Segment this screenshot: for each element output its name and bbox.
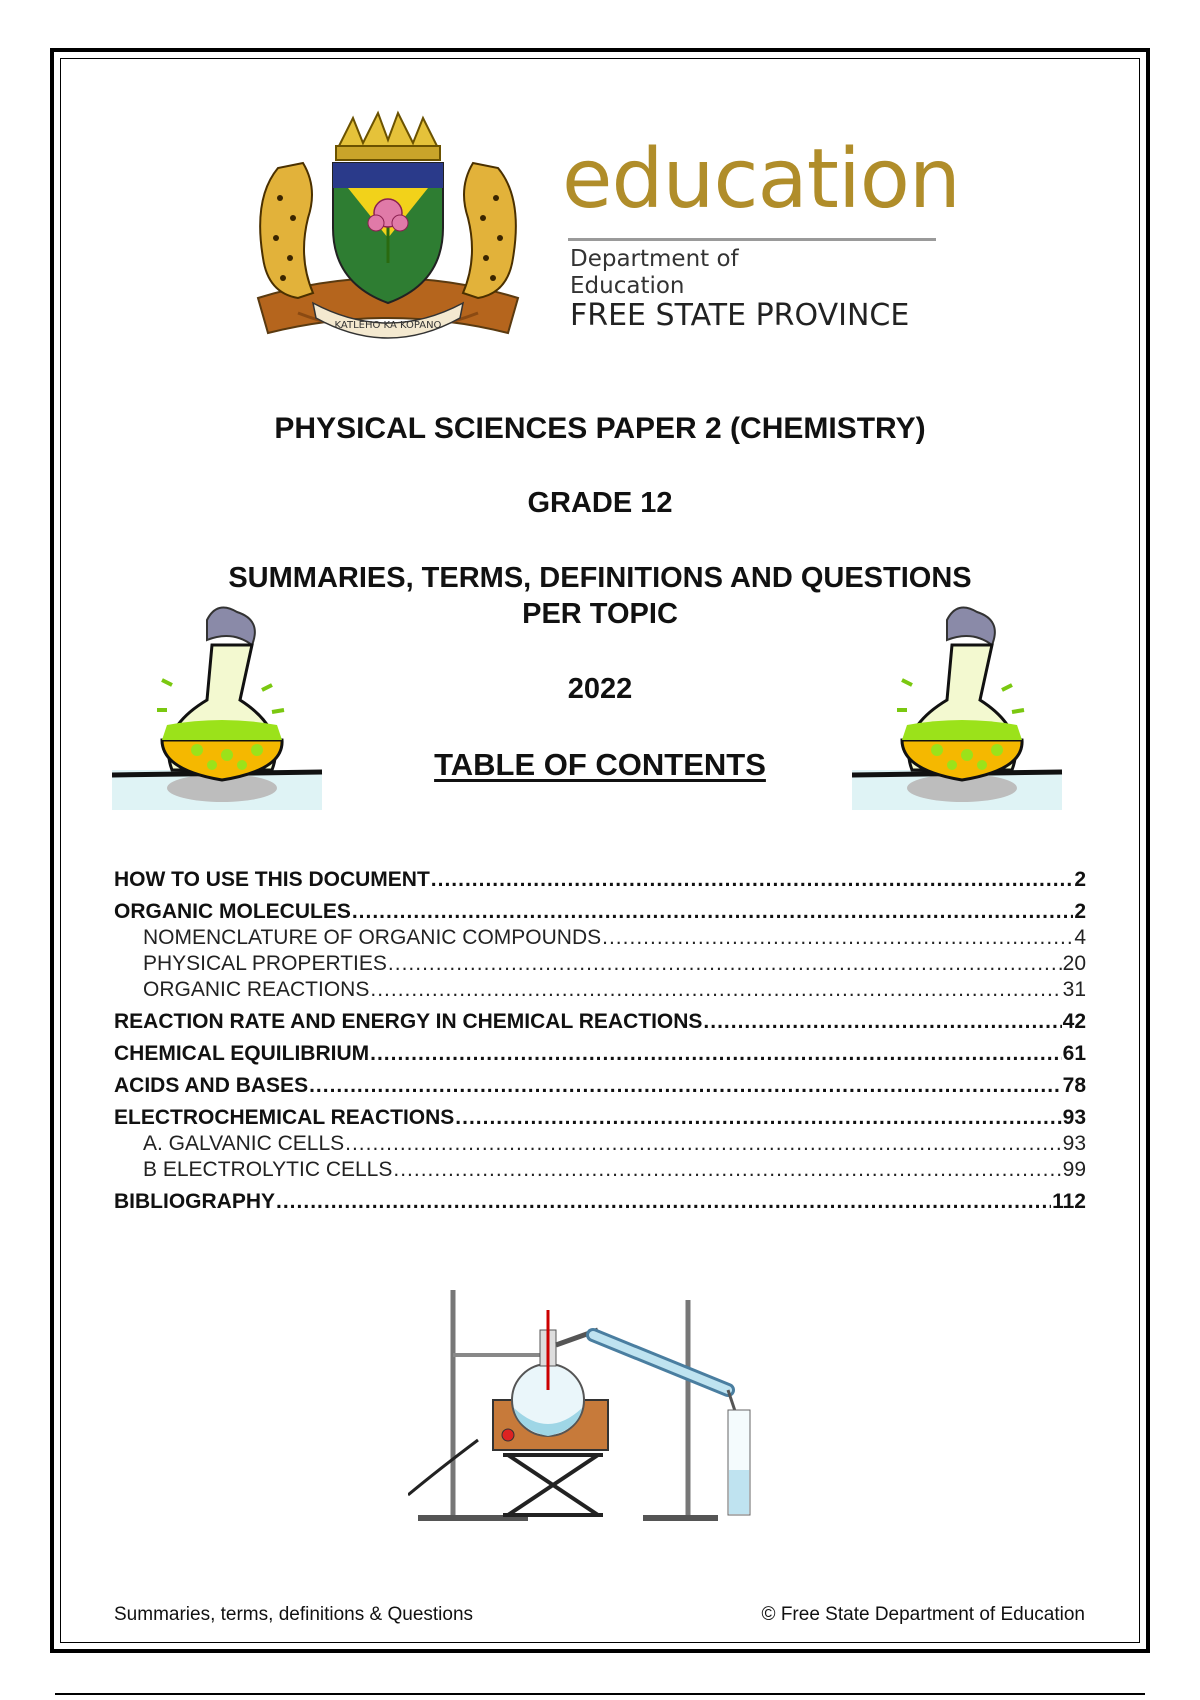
toc-leader-dots — [345, 1132, 1062, 1156]
logo-divider — [568, 238, 936, 241]
toc-subentry[interactable] — [114, 1130, 1086, 1156]
toc-entry-page: 93 — [1062, 1106, 1086, 1129]
toc-leader-dots — [455, 1106, 1061, 1130]
flask-icon — [112, 600, 332, 810]
department-line-2: Education — [570, 273, 685, 299]
toc-entry[interactable] — [114, 1098, 1086, 1130]
toc-subentry[interactable] — [114, 924, 1086, 950]
toc-entry-label: ORGANIC REACTIONS — [143, 978, 370, 1001]
toc-leader-dots — [703, 1010, 1061, 1034]
toc-entry-page: 112 — [1052, 1190, 1086, 1213]
toc-entry-page: 4 — [1074, 926, 1086, 949]
toc-entry-page: 42 — [1062, 1010, 1086, 1033]
page-bottom-rule — [55, 1693, 1145, 1695]
toc-entry-label: REACTION RATE AND ENERGY IN CHEMICAL REACTIONS — [114, 1010, 703, 1033]
logo-wordmark: education — [562, 132, 960, 227]
toc-leader-dots — [393, 1158, 1061, 1182]
toc-entry-page: 2 — [1074, 868, 1086, 891]
toc-entry-label: A. GALVANIC CELLS — [143, 1132, 345, 1155]
toc-entry[interactable] — [114, 892, 1086, 924]
toc-heading: TABLE OF CONTENTS — [434, 747, 766, 782]
toc-leader-dots — [370, 1042, 1062, 1066]
toc-subentry[interactable] — [114, 976, 1086, 1002]
subtitle-line-1: SUMMARIES, TERMS, DEFINITIONS AND QUESTIONS — [228, 562, 972, 594]
coat-of-arms-icon — [238, 108, 538, 368]
department-line-1: Department of — [570, 246, 739, 272]
toc-subentry[interactable] — [114, 1156, 1086, 1182]
toc-entry-page: 20 — [1062, 952, 1086, 975]
year-label: 2022 — [567, 673, 633, 705]
grade-label: GRADE 12 — [527, 487, 673, 519]
toc-leader-dots — [388, 952, 1062, 976]
toc-entry-label: CHEMICAL EQUILIBRIUM — [114, 1042, 370, 1065]
toc-leader-dots — [431, 868, 1074, 892]
toc-leader-dots — [370, 978, 1061, 1002]
svg-text:KATLEHO KA KOPANO: KATLEHO KA KOPANO — [334, 320, 442, 331]
toc-entry-page: 2 — [1074, 900, 1086, 923]
toc-entry-label: PHYSICAL PROPERTIES — [143, 952, 387, 975]
toc-leader-dots — [352, 900, 1073, 924]
toc-entry[interactable] — [114, 1182, 1086, 1214]
toc-entry[interactable] — [114, 1034, 1086, 1066]
department-name — [570, 246, 739, 300]
toc-entry-label: B ELECTROLYTIC CELLS — [143, 1158, 393, 1181]
toc-leader-dots — [602, 926, 1073, 950]
toc-entry-page: 31 — [1062, 978, 1086, 1001]
document-title: PHYSICAL SCIENCES PAPER 2 (CHEMISTRY) — [274, 412, 926, 445]
distillation-apparatus-icon — [408, 1290, 788, 1530]
toc-entry[interactable] — [114, 1002, 1086, 1034]
table-of-contents — [114, 860, 1086, 1214]
toc-subentry[interactable] — [114, 950, 1086, 976]
toc-entry-page: 93 — [1062, 1132, 1086, 1155]
toc-entry-page: 61 — [1062, 1042, 1086, 1065]
subtitle-line-2: PER TOPIC — [522, 598, 678, 630]
toc-entry-label: ACIDS AND BASES — [114, 1074, 309, 1097]
footer-left: Summaries, terms, definitions & Questions — [114, 1604, 474, 1625]
toc-entry-label: ORGANIC MOLECULES — [114, 900, 351, 923]
toc-entry-label: HOW TO USE THIS DOCUMENT — [114, 868, 430, 891]
toc-entry[interactable] — [114, 860, 1086, 892]
toc-entry-label: ELECTROCHEMICAL REACTIONS — [114, 1106, 455, 1129]
footer-right: © Free State Department of Education — [761, 1604, 1085, 1625]
toc-leader-dots — [276, 1190, 1051, 1214]
flask-icon — [852, 600, 1072, 810]
toc-leader-dots — [309, 1074, 1062, 1098]
toc-entry[interactable] — [114, 1066, 1086, 1098]
toc-entry-page: 99 — [1062, 1158, 1086, 1181]
province-name: FREE STATE PROVINCE — [570, 298, 910, 333]
toc-entry-label: BIBLIOGRAPHY — [114, 1190, 276, 1213]
toc-entry-page: 78 — [1062, 1074, 1086, 1097]
toc-entry-label: NOMENCLATURE OF ORGANIC COMPOUNDS — [143, 926, 602, 949]
